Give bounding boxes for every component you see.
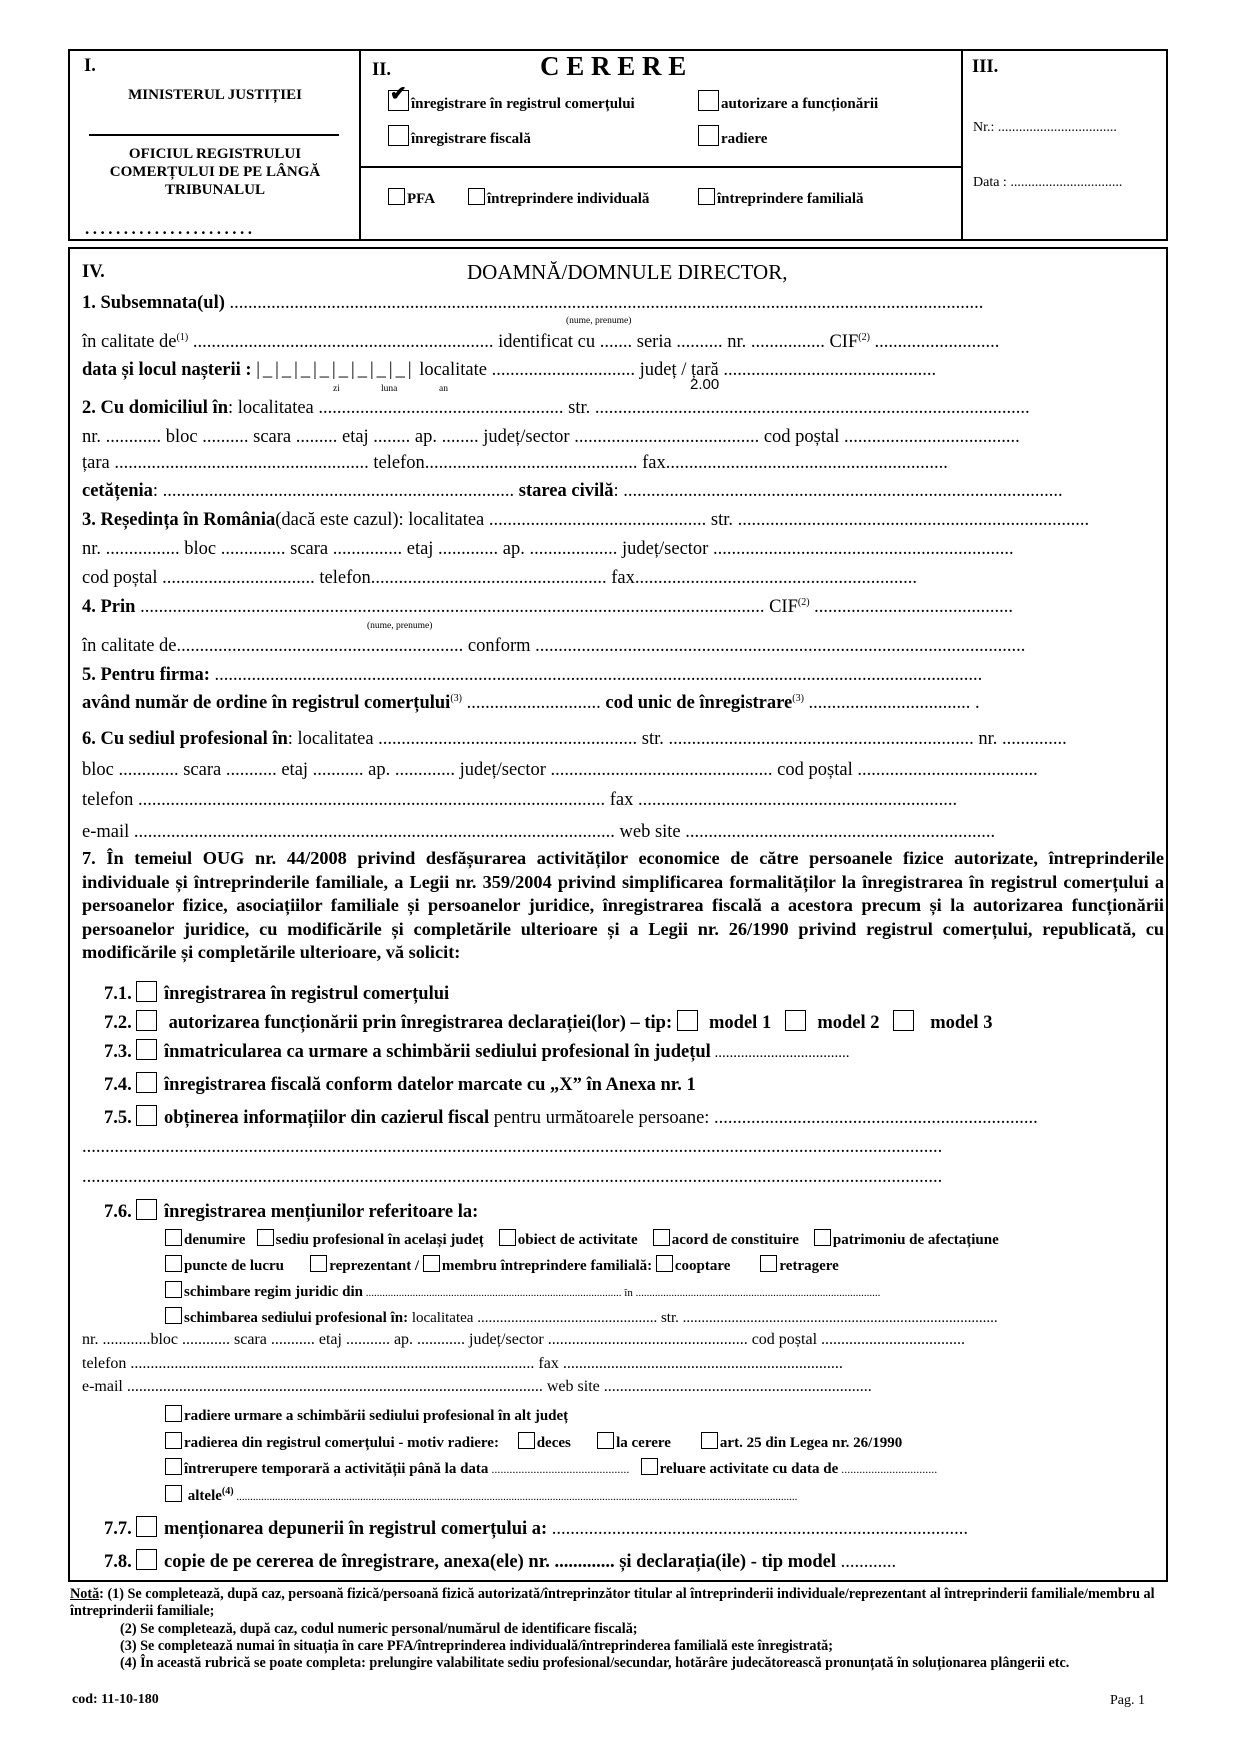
checkbox-pfa[interactable] [388, 188, 405, 205]
option-on-request-label: la cerere [616, 1435, 671, 1451]
option-name-label: denumire [184, 1232, 246, 1248]
mention-hq-change [165, 1307, 998, 1327]
firm-field: ...................................................................................................................................................................... [214, 665, 983, 685]
order-number-label: având număr de ordine în registrul comerțului [82, 693, 451, 714]
representative-hint: (nume, prenume) [367, 621, 433, 631]
item-7-5[interactable] [104, 1105, 1038, 1129]
option-fiscal[interactable] [388, 125, 531, 148]
option-registration[interactable] [388, 83, 635, 113]
item-7-8-label: copie de pe cererea de înregistrare, anexa(ele) nr. ............. și declarația(ile) - tip model [164, 1552, 837, 1572]
option-agreement-label: acord de constituire [671, 1232, 799, 1248]
mention-suspension [165, 1458, 937, 1478]
item-7-5-label: obținerea informațiilor din cazierul fiscal [164, 1108, 490, 1128]
note-2: (2) Se completează, după caz, codul numeric personal/numărul de identificare fiscală; [120, 1621, 638, 1637]
headquarters-label: 6. Cu sediul profesional în [82, 729, 288, 749]
citizenship-label: cetățenia [82, 481, 153, 501]
item-7-4-label: înregistrarea fiscală conform datelor marcate cu „X” în Anexa nr. 1 [164, 1075, 696, 1095]
item-7-3-label: înmatricularea ca urmare a schimbării sediului profesional în județul [164, 1042, 711, 1062]
item-7-2[interactable] [104, 1010, 992, 1034]
registration-date-field[interactable]: Data : ................................ [973, 175, 1123, 190]
birth-label: data și locul nașterii : [82, 360, 252, 380]
salutation: DOAMNĂ/DOMNULE DIRECTOR, [467, 260, 788, 284]
section-2-number: II. [372, 60, 392, 80]
suspension-date-field[interactable]: .............................................. [488, 1462, 630, 1476]
option-individual-label: întreprindere individuală [487, 191, 650, 207]
item-7-7-field: .......................................................................................... [547, 1519, 969, 1539]
headquarters-address-row[interactable]: bloc ............. scara ........... etaj ........... ap. ............. județ/sector ................................................ cod poștal ....................................... [82, 760, 1038, 780]
applicant-name-hint: (nume, prenume) [566, 316, 632, 326]
ministry-name: MINISTERUL JUSTIȚIEI [128, 87, 302, 103]
option-activity-label: obiect de activitate [517, 1232, 638, 1248]
option-family-member-label: membru întreprindere familială: [441, 1258, 653, 1274]
item-7-5-number: 7.5. [104, 1108, 132, 1128]
option-hq-change-label: schimbarea sediului profesional în: [184, 1310, 409, 1326]
footnote-ref-1: (1) [176, 332, 189, 343]
option-patrimony-label: patrimoniu de afectațiune [832, 1232, 999, 1248]
checkbox-legal-regime[interactable] [165, 1281, 182, 1298]
item-7-2-number: 7.2. [104, 1013, 132, 1033]
representative-capacity-row[interactable]: în calitate de.............................................................. conform .......................................................................................................... [82, 636, 1026, 656]
checkbox-7-4[interactable] [136, 1072, 157, 1093]
persons-line-1[interactable]: .......................................................................................................................................................................................... [82, 1137, 943, 1157]
checkbox-7-7[interactable] [136, 1516, 157, 1537]
mention-deregistration-reason [165, 1432, 902, 1452]
checkbox-patrimony[interactable] [814, 1229, 831, 1246]
item-7-3-number: 7.3. [104, 1042, 132, 1062]
applicant-name-row[interactable]: 1. Subsemnata(ul) ................................................................................................................................................................... [82, 293, 984, 313]
item-7-6[interactable] [104, 1199, 478, 1223]
option-pfa-label: PFA [407, 191, 436, 207]
option-fiscal-label: înregistrare fiscală [411, 131, 531, 147]
checkbox-7-3[interactable] [136, 1039, 157, 1060]
checkbox-work-points[interactable] [165, 1255, 182, 1272]
checkbox-agreement[interactable] [653, 1229, 670, 1246]
headquarters-row[interactable] [82, 729, 1067, 750]
capacity-row[interactable]: în calitate $de^{(1)}$ ................................................................. identificat cu ....... seria .......... nr. ................ CIF$^{(2)}$ ........................... [82, 332, 1000, 353]
item-7-1[interactable] [104, 981, 449, 1005]
form-title: C E R E R E [540, 51, 687, 81]
item-7-5-field: pentru următoarele persoane: ...................................................................... [489, 1108, 1038, 1128]
mention-options-row-1 [165, 1229, 999, 1249]
checkbox-model-3[interactable] [893, 1010, 914, 1031]
representative-cif-field: ........................................... [814, 597, 1014, 618]
checkbox-deregistration[interactable] [698, 125, 719, 146]
item-7-7-number: 7.7. [104, 1519, 132, 1539]
item-7-6-label: înregistrarea mențiunilor referitoare la: [164, 1202, 479, 1222]
citizenship-row[interactable] [82, 481, 1063, 502]
firm-label: 5. Pentru firma: [82, 665, 210, 685]
option-withdrawal-label: retragere [779, 1258, 839, 1274]
checkbox-7-1[interactable] [136, 981, 157, 1002]
civil-status-label: starea civilă [518, 481, 614, 501]
option-pfa[interactable] [388, 188, 435, 208]
checkbox-model-1[interactable] [677, 1010, 698, 1031]
option-authorization-label: autorizare a funcționării [721, 96, 879, 112]
firm-ids-row[interactable] [82, 693, 980, 714]
page-number: Pag. 1 [1110, 1693, 1145, 1708]
option-other-label: altele [187, 1488, 222, 1504]
checkbox-cooptation[interactable] [656, 1255, 673, 1272]
checkbox-model-2[interactable] [785, 1010, 806, 1031]
unique-code-field: ................................... . [803, 693, 980, 714]
form-code: cod: 11-10-180 [72, 1692, 159, 1707]
domicile-fields: : localitatea ..................................................... str. .............................................................................................. [227, 398, 1030, 418]
option-family[interactable] [698, 188, 864, 208]
mention-other [165, 1485, 797, 1505]
headquarters-fields: : localitatea ........................................................ str. .................................................................. nr. .............. [287, 729, 1067, 749]
item-7-8[interactable] [104, 1549, 896, 1573]
section-4-number: IV. [82, 262, 105, 282]
option-cooptation-label: cooptare [674, 1258, 731, 1274]
civil-status-field: : ............................................................................................... [613, 481, 1063, 501]
checkbox-registration[interactable]: ✔ [388, 90, 409, 111]
item-7-4-number: 7.4. [104, 1075, 132, 1095]
note-1 [70, 1586, 1160, 1620]
note-3: (3) Se completează numai în situația în care PFA/întreprinderea individuală/întreprinderea familială este înregistrată; [120, 1638, 833, 1654]
ministry-underline [89, 134, 339, 136]
stamp-value: 2.00 [690, 376, 720, 393]
hint-day: zi [333, 384, 340, 394]
model-1-label: model 1 [709, 1013, 772, 1033]
item-7-1-label: înregistrarea în registrul comerțului [164, 984, 450, 1004]
domicile-label: 2. Cu domiciliul în [82, 398, 228, 418]
mention-deregistration-county [165, 1405, 568, 1425]
checkbox-other[interactable] [165, 1485, 182, 1502]
headquarters-phone-row[interactable]: telefon ..................................................................................................... fax ..................................................................... [82, 790, 958, 810]
option-family-label: întreprindere familială [717, 191, 864, 207]
birth-row[interactable] [82, 360, 936, 381]
checkbox-deregistration-reason[interactable] [165, 1432, 182, 1449]
checkbox-representative[interactable] [310, 1255, 327, 1272]
footnote-ref-2b: (2) [797, 597, 810, 608]
item-7-8-number: 7.8. [104, 1552, 132, 1572]
residence-fields: (dacă este cazul): localitatea ............................................... str. ............................................................................ [275, 510, 1090, 530]
mention-legal-regime [165, 1281, 880, 1301]
checkbox-authorization[interactable] [698, 90, 719, 111]
checkbox-activity[interactable] [499, 1229, 516, 1246]
option-deregistration[interactable] [698, 125, 767, 148]
checkbox-7-8[interactable] [136, 1549, 157, 1570]
item-7-7[interactable] [104, 1516, 968, 1540]
office-name: OFICIUL REGISTRULUI COMERȚULUI DE PE LÂNGĂ TRIBUNALUL [109, 146, 321, 198]
representative-fields: ....................................................................................................................................... CIF [140, 597, 798, 618]
representative-row[interactable] [82, 597, 1013, 618]
checkbox-individual[interactable] [468, 188, 485, 205]
checkbox-name[interactable] [165, 1229, 182, 1246]
headquarters-web-row[interactable]: e-mail ........................................................................................................ web site ................................................................... [82, 822, 996, 842]
hq-change-web-row[interactable]: e-mail ........................................................................................................ web site ................................................................... [82, 1378, 872, 1395]
residence-label: 3. Reședința în România [82, 510, 276, 530]
resume-date-field[interactable]: ................................ [838, 1462, 938, 1476]
citizenship-field: : ............................................................................ [152, 481, 519, 501]
option-authorization[interactable] [698, 90, 878, 113]
note-label: Notă [70, 1586, 100, 1602]
footnote-ref-3b: (3) [792, 693, 804, 704]
item-7-6-number: 7.6. [104, 1202, 132, 1222]
option-legal-regime-label: schimbare regim juridic din [184, 1284, 364, 1300]
order-number-field: ............................. [461, 693, 606, 714]
option-art-25-label: art. 25 din Legea nr. 26/1990 [719, 1435, 903, 1451]
model-3-label: model 3 [930, 1013, 993, 1033]
checkbox-art-25[interactable] [701, 1432, 718, 1449]
header-divider-2 [961, 49, 963, 241]
option-suspension-label: întrerupere temporară a activității până la data [184, 1461, 489, 1477]
checkbox-headquarters-same-county[interactable] [257, 1229, 274, 1246]
checkbox-deregistration-county[interactable] [165, 1405, 182, 1422]
note-4: (4) În această rubrică se poate completa: prelungire valabilitate sediu profesional/secundar, hotărâre judecătorească pronunțată în soluționarea plângerii etc. [120, 1655, 1070, 1671]
option-headquarters-label: sediu profesional în același județ [275, 1232, 484, 1248]
hint-month: luna [381, 384, 398, 394]
item-7-3[interactable] [104, 1039, 850, 1063]
note-1-text: : (1) Se completează, după caz, persoană fizică/persoană fizică autorizată/întreprinzător titular al întreprinderii individuale/reprezentant al întreprinderii familiale/membru al întreprinderii familiale; [70, 1586, 1155, 1619]
birth-place-fields: localitate ............................... județ / țară .............................................. [419, 360, 937, 380]
tribunal-blank[interactable]: ...................... [85, 219, 256, 238]
footnote-ref-2: (2) [858, 332, 870, 343]
option-work-points-label: puncte de lucru [184, 1258, 285, 1274]
item-7-3-field: .................................... [710, 1045, 850, 1061]
residence-row[interactable] [82, 510, 1089, 531]
domicile-address-row[interactable]: nr. ............ bloc .......... scara ......... etaj ........ ap. ........ județ/sector ........................................ cod poștal ...................................... [82, 427, 1020, 447]
header-divider-h [360, 166, 962, 168]
footnote-ref-3: (3) [450, 693, 462, 704]
hq-change-phone-row[interactable]: telefon ..................................................................................................... fax ...................................................................... [82, 1355, 843, 1372]
persons-line-2[interactable]: .......................................................................................................................................................................................... [82, 1167, 943, 1187]
footnote-ref-4: (4) [221, 1486, 234, 1497]
option-resume-label: reluare activitate cu data de [659, 1461, 839, 1477]
option-deregistration-county-label: radiere urmare a schimbării sediului profesional în alt județ [184, 1408, 569, 1424]
applicant-name-label: 1. Subsemnata(ul) [82, 293, 225, 313]
checkbox-fiscal[interactable] [388, 125, 409, 146]
section-3-number: III. [972, 57, 999, 77]
residence-address-row[interactable]: nr. ................ bloc .............. scara ............... etaj ............. ap. ................... județ/sector ................................................................. [82, 539, 1014, 559]
checkbox-on-request[interactable] [597, 1432, 614, 1449]
representative-label: 4. Prin [82, 597, 136, 618]
checkbox-7-2[interactable] [136, 1010, 157, 1031]
capacity-label: în calitate de [82, 332, 177, 353]
checkbox-resume[interactable] [641, 1458, 658, 1475]
section-1-number: I. [84, 56, 96, 76]
option-individual[interactable] [468, 188, 649, 208]
item-7-4[interactable] [104, 1072, 696, 1096]
domicile-row[interactable] [82, 398, 1030, 419]
mention-options-row-2 [165, 1255, 839, 1275]
option-death-label: deces [536, 1435, 571, 1451]
domicile-contact-row[interactable]: țara ....................................................... telefon.............................................. fax............................................................. [82, 453, 948, 473]
hint-year: an [439, 384, 448, 394]
option-representative-label: reprezentant / [329, 1258, 420, 1274]
checkbox-family[interactable] [698, 188, 715, 205]
checkbox-withdrawal[interactable] [760, 1255, 777, 1272]
legal-regime-fields[interactable]: ............................................................................................. în ......................................................................................... [363, 1287, 881, 1299]
firm-row[interactable] [82, 665, 982, 686]
checkbox-family-member[interactable] [423, 1255, 440, 1272]
checkbox-7-5[interactable] [136, 1105, 157, 1126]
id-fields: identificat cu ....... seria .......... nr. ................ CIF [498, 332, 859, 353]
checkbox-hq-change[interactable] [165, 1307, 182, 1324]
option-registration-label: înregistrare în registrul comerțului [411, 96, 635, 112]
item-7-1-number: 7.1. [104, 984, 132, 1004]
checkbox-suspension[interactable] [165, 1458, 182, 1475]
model-2-label: model 2 [817, 1013, 880, 1033]
unique-code-label: cod unic de înregistrare [605, 693, 793, 714]
item-7-2-label: autorizarea funcționării prin înregistrarea declarației(lor) – tip: [168, 1013, 673, 1033]
birth-date-boxes[interactable]: |_|_|_|_|_|_|_|_| [256, 360, 415, 380]
option-deregistration-reason-label: radierea din registrul comerțului - motiv radiere: [184, 1435, 499, 1451]
residence-contact-row[interactable]: cod poștal ................................. telefon................................................... fax............................................................. [82, 568, 918, 588]
other-field[interactable]: ............................................................................................................................................................................................................ [233, 1491, 798, 1503]
header-divider-1 [359, 49, 361, 241]
legal-basis-paragraph: 7. În temeiul OUG nr. 44/2008 privind desfășurarea activităților economice de către persoanele fizice autorizate, întreprinderile individuale și întreprinderile familiale, a Legii nr. 359/2004 privind simplificarea formalităților la înregistrarea în registrul comerțului a persoanelor fizice, asociațiilor familiale și persoanelor juridice, înregistrarea fiscală a acestora precum și la autorizarea funcționării persoanelor juridice, cu modificările și completările ulterioare și a Legii nr. 26/1990 privind registrul comerțului, republicată, cu modificările și completările ulterioare, vă solicit: [82, 848, 1164, 962]
item-7-7-label: menționarea depunerii în registrul comerțului a: [164, 1519, 548, 1539]
hq-change-address-row[interactable]: nr. ............bloc ............ scara ........... etaj ........... ap. ............ județ/sector .................................................. cod poștal .................................... [82, 1331, 966, 1348]
item-7-8-field: ............ [836, 1552, 897, 1572]
hq-change-fields[interactable]: localitatea ................................................ str. .................................................................................... [408, 1310, 998, 1326]
registration-number-field[interactable]: Nr.: .................................. [973, 120, 1117, 135]
option-deregistration-label: radiere [721, 131, 768, 147]
checkbox-7-6[interactable] [136, 1199, 157, 1220]
checkbox-death[interactable] [518, 1432, 535, 1449]
